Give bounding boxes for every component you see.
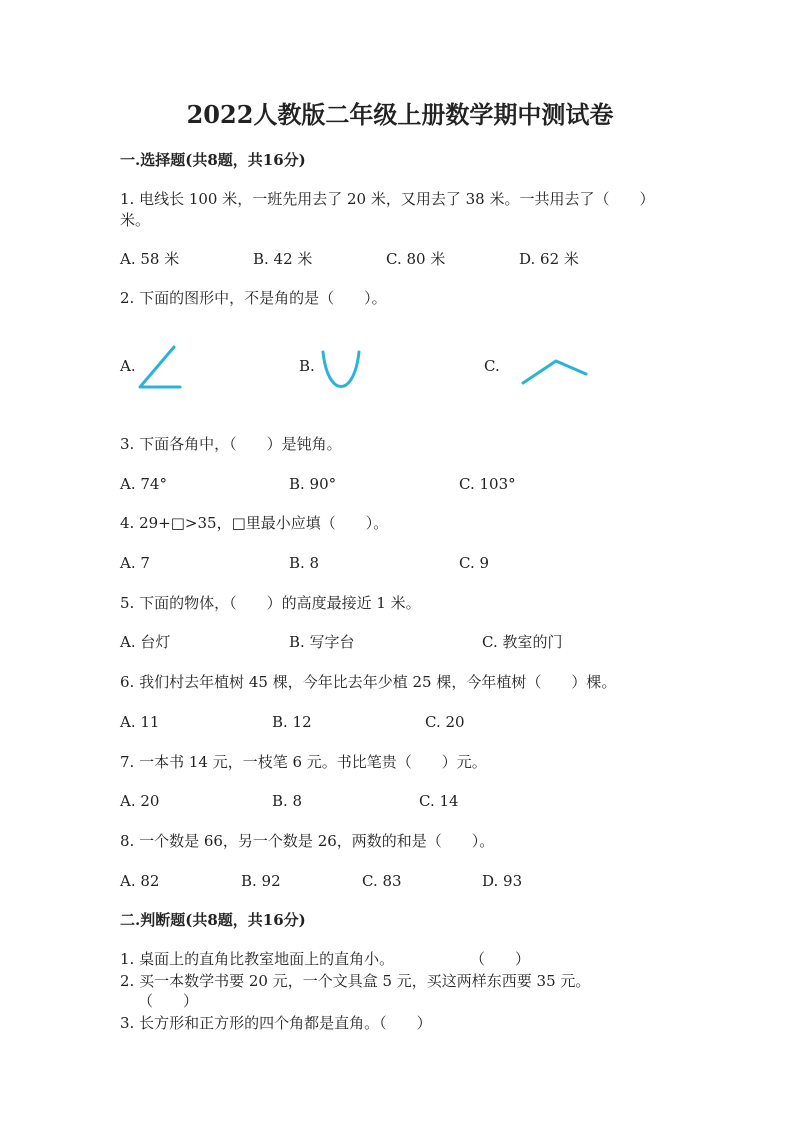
question-4-option-a[interactable]: A. 7 [120,554,150,572]
question-2-option-c[interactable]: C. [484,357,500,375]
question-8-stem: 8. 一个数是 66，另一个数是 26，两数的和是（ ）。 [120,832,495,850]
question-2-option-b[interactable]: B. [299,357,315,375]
question-6-option-b[interactable]: B. 12 [272,713,312,731]
question-8-option-d[interactable]: D. 93 [482,872,523,890]
question-4-option-c[interactable]: C. 9 [459,554,490,572]
question-7-option-b[interactable]: B. 8 [272,792,303,810]
question-3-option-b[interactable]: B. 90° [289,475,337,493]
question-3-option-a[interactable]: A. 74° [120,475,167,493]
question-7-option-c[interactable]: C. 14 [419,792,459,810]
curve-shape-b-icon [320,350,362,394]
question-2-stem: 2. 下面的图形中，不是角的是（ ）。 [120,289,387,307]
question-5-option-b[interactable]: B. 写字台 [289,633,355,651]
question-2-option-a[interactable]: A. [120,357,136,375]
question-1-stem: 1. 电线长 100 米，一班先用去了 20 米，又用去了 38 米。一共用去了（ ） [120,190,655,208]
question-6-stem: 6. 我们村去年植树 45 棵，今年比去年少植 25 棵，今年植树（ ）棵。 [120,673,617,691]
question-1-option-a[interactable]: A. 58 米 [120,250,180,268]
judge-3-stem: 3. 长方形和正方形的四个角都是直角。（ ） [120,1014,432,1032]
question-4-option-b[interactable]: B. 8 [289,554,320,572]
section-heading-judge: 二.判断题(共8题，共16分) [120,911,306,929]
question-4-stem: 4. 29+□>35，□里最小应填（ ）。 [120,514,389,532]
question-1-option-d[interactable]: D. 62 米 [519,250,579,268]
question-5-option-c[interactable]: C. 教室的门 [482,633,563,651]
question-1-option-c[interactable]: C. 80 米 [386,250,446,268]
question-3-stem: 3. 下面各角中，（ ）是钝角。 [120,435,342,453]
question-5-option-a[interactable]: A. 台灯 [120,633,171,651]
judge-2-blank[interactable]: （ ） [138,992,199,1010]
question-6-option-a[interactable]: A. 11 [120,713,160,731]
angle-shape-c-icon [521,359,589,387]
section-heading-choice: 一.选择题(共8题，共16分) [120,151,306,169]
question-8-option-c[interactable]: C. 83 [362,872,402,890]
question-7-stem: 7. 一本书 14 元，一枝笔 6 元。书比笔贵（ ）元。 [120,753,487,771]
question-8-option-a[interactable]: A. 82 [120,872,160,890]
question-7-option-a[interactable]: A. 20 [120,792,160,810]
question-8-option-b[interactable]: B. 92 [241,872,281,890]
question-1-stem-cont: 米。 [120,211,151,229]
judge-1-stem: 1. 桌面上的直角比教室地面上的直角小。 [120,950,395,968]
question-3-option-c[interactable]: C. 103° [459,475,516,493]
judge-1-blank[interactable]: （ ） [470,950,531,968]
question-1-option-b[interactable]: B. 42 米 [253,250,313,268]
judge-2-stem: 2. 买一本数学书要 20 元，一个文具盒 5 元，买这两样东西要 35 元。 [120,972,591,990]
page-title: 2022人教版二年级上册数学期中测试卷 [186,100,614,129]
angle-shape-a-icon [138,345,182,389]
question-5-stem: 5. 下面的物体，（ ）的高度最接近 1 米。 [120,594,421,612]
question-6-option-c[interactable]: C. 20 [425,713,465,731]
